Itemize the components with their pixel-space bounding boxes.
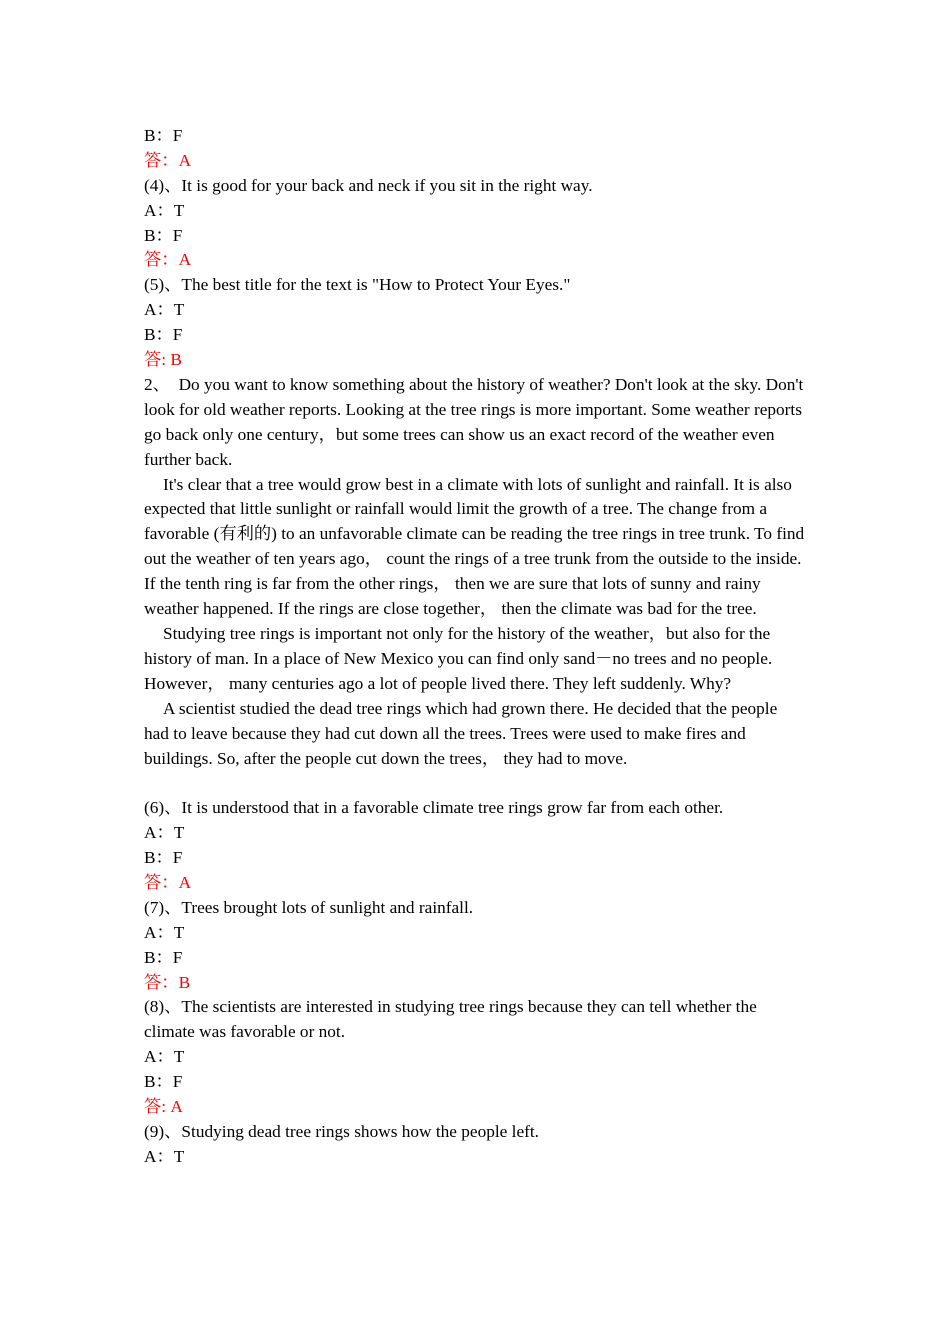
passage2-paragraph-3: Studying tree rings is important not only for the history of the weather，but also for the history of man. In a place of New Mexico you can find only sand－no trees and no people. However， many centuries ago a lot of people lived there. They left suddenly. Why? (144, 623, 773, 693)
q3-option-b: B：F (144, 126, 183, 145)
q7-option-a: A：T (144, 922, 185, 942)
q4-option-b: B：F (144, 225, 183, 245)
q5-option-b: B：F (144, 325, 183, 345)
q8-option-a: A：T (144, 1047, 185, 1067)
q4-answer: 答：A (144, 250, 192, 270)
q3-answer: 答：A (144, 150, 192, 170)
q8-option-b: B：F (144, 1072, 183, 1092)
q6-option-a: A：T (144, 823, 185, 843)
q8-question: (8)、The scientists are interested in studying tree rings because they can tell whether the climate was favorable or not. (144, 997, 757, 1042)
q6-question: (6)、It is understood that in a favorable climate tree rings grow far from each other. (144, 798, 724, 818)
q7-option-b: B：F (144, 947, 183, 967)
passage2-paragraph-4: A scientist studied the dead tree rings which had grown there. He decided that the people had to leave because they had cut down all the trees. Trees were used to make fires and buildings. So, after the people cut down the trees， they had to move. (144, 698, 778, 768)
q8-answer: 答: A (144, 1097, 183, 1117)
q4-option-a: A：T (144, 200, 185, 220)
q7-answer: 答：B (144, 972, 191, 992)
q6-answer: 答：A (144, 872, 192, 892)
spacer (144, 771, 806, 796)
q5-answer: 答: B (144, 350, 182, 370)
q9-question: (9)、Studying dead tree rings shows how the people left. (144, 1121, 539, 1141)
document-page (144, 124, 806, 1170)
q4-question: (4)、It is good for your back and neck if you sit in the right way. (144, 175, 593, 195)
q5-option-a: A：T (144, 300, 185, 320)
q5-question: (5)、The best title for the text is "How to Protect Your Eyes." (144, 275, 571, 295)
q9-option-a: A：T (144, 1146, 185, 1166)
q7-question: (7)、Trees brought lots of sunlight and rainfall. (144, 897, 474, 917)
q6-option-b: B：F (144, 848, 183, 868)
passage2-paragraph-2: It's clear that a tree would grow best in a climate with lots of sunlight and rainfall. It is also expected that little sunlight or rainfall would limit the growth of a tree. The change from a favorable (有利的) to an unfavorable climate can be reading the tree rings in tree trunk. To find out the weather of ten years ago， count the rings of a tree trunk from the outside to the inside. If the tenth ring is far from the other rings， then we are sure that lots of sunny and rainy weather happened. If the rings are close together， then the climate was bad for the tree. (144, 474, 805, 619)
passage2-paragraph-1: 2、 Do you want to know something about the history of weather? Don't look at the sky. Don't look for old weather reports. Looking at the tree rings is more important. Some weather reports go back only one century，but some trees can show us an exact record of the weather even further back. (144, 374, 808, 469)
